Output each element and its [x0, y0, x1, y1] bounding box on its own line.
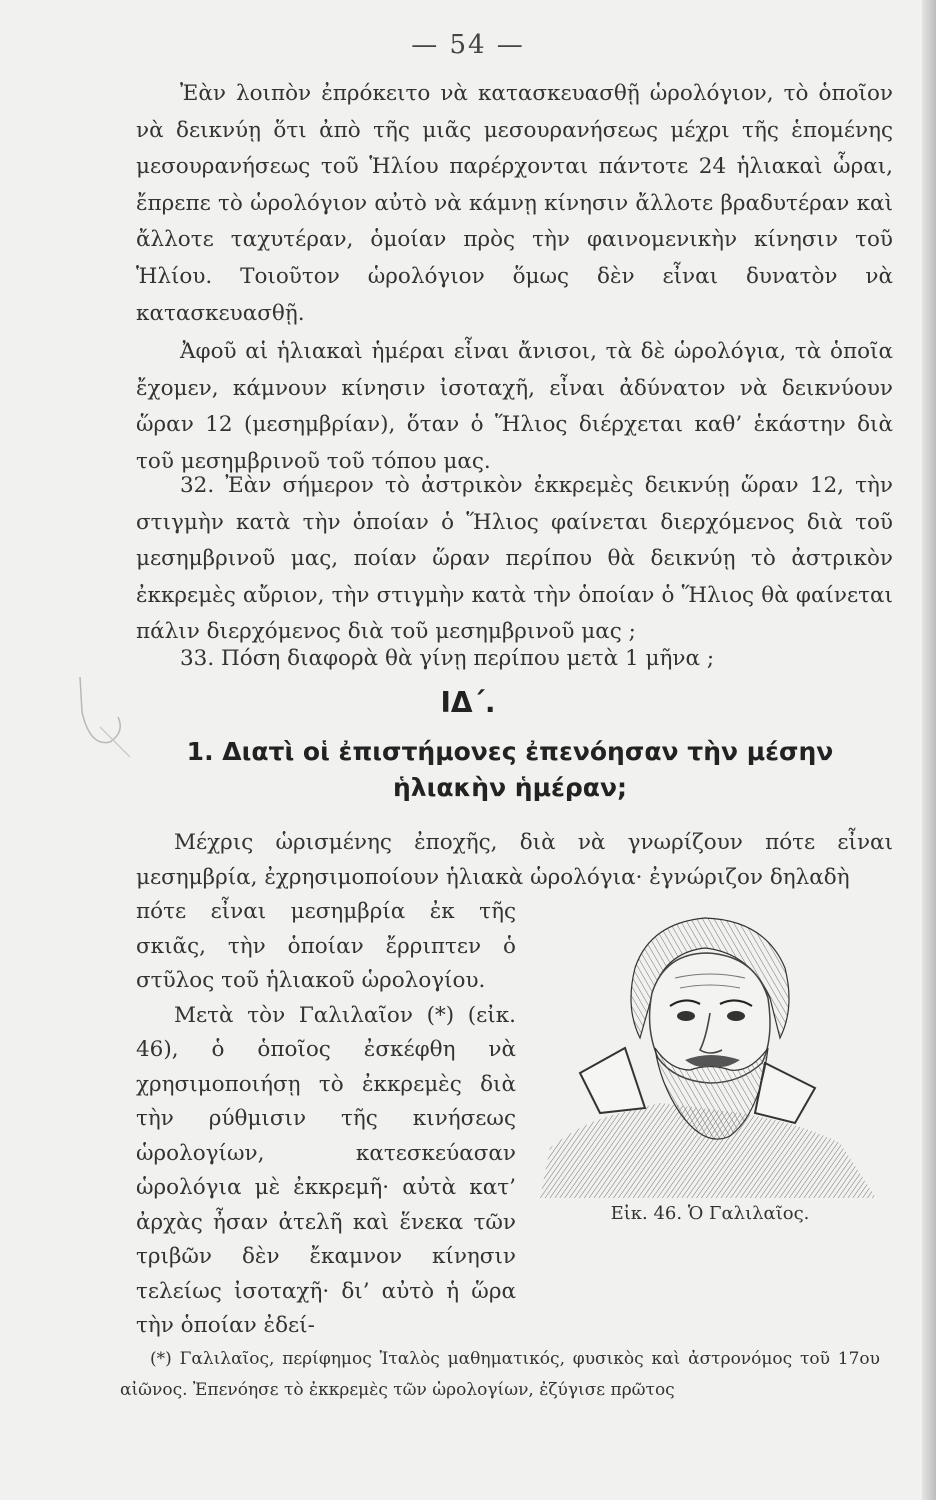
- paragraph-text: Μέχρις ὡρισμένης ἐποχῆς, διὰ νὰ γνωρίζουν πότε εἶναι μεσημβρία, ἐχρησιμοποίουν ἡλιακὰ ὡρολόγια· ἐγνώριζον δηλαδὴ: [136, 830, 893, 890]
- section-heading: ΙΔ΄.: [440, 686, 496, 719]
- paragraph-1: [136, 76, 893, 332]
- paragraph-text: 33. Πόση διαφορὰ θὰ γίνῃ περίπου μετὰ 1 μῆνα ;: [180, 646, 715, 671]
- page-edge-shadow: [922, 0, 936, 1500]
- page-number: — 54 —: [411, 30, 525, 60]
- paragraph-text: πότε εἶναι μεσημβρία ἐκ τῆς σκιᾶς, τὴν ὁποίαν ἔρριπτεν ὁ στῦλος τοῦ ἡλιακοῦ ὡρολογίου.: [136, 899, 516, 993]
- question-title: 1. Διατὶ οἱ ἐπιστήμονες ἐπενόησαν τὴν μέσην ἡλιακὴν ἡμέραν;: [186, 737, 834, 802]
- exercise-32: [136, 468, 893, 651]
- paragraph-text: 32. Ἐὰν σήμερον τὸ ἀστρικὸν ἐκκρεμὲς δεικνύῃ ὥραν 12, τὴν στιγμὴν κατὰ τὴν ὁποίαν ὁ Ἥλιος φαίνεται διερχόμενος διὰ τοῦ μεσημβρινοῦ μας, ποίαν ὥραν περίπου θὰ δεικνύῃ τὸ ἀστρικὸν ἐκκρεμὲς αὔριον, τὴν στιγμὴν κατὰ τὴν ὁποίαν ὁ Ἥλιος θὰ φαίνεται πάλιν διερχόμενος διὰ τοῦ μεσημβρινοῦ μας ;: [136, 473, 893, 645]
- exercise-33: [136, 641, 893, 678]
- footnote-text: (*) Γαλιλαῖος, περίφημος Ἰταλὸς μαθηματικός, φυσικὸς καὶ ἀστρονόμος τοῦ 17ου αἰῶνος. Ἐπενόησε τὸ ἐκκρεμὲς τῶν ὡρολογίων, ἐζύγισε πρῶτος: [120, 1349, 880, 1400]
- paragraph-text: Ἀφοῦ αἱ ἡλιακαὶ ἡμέραι εἶναι ἄνισοι, τὰ δὲ ὡρολόγια, τὰ ὁποῖα ἔχομεν, κάμνουν κίνησιν ἰσοταχῆ, εἶναι ἀδύνατον νὰ δεικνύουν ὥραν 12 (μεσημβρίαν), ὅταν ὁ Ἥλιος διέρχεται καθ’ ἑκάστην διὰ τοῦ μεσημβρινοῦ τοῦ τόπου μας.: [136, 339, 893, 474]
- footnote: [120, 1344, 880, 1406]
- answer-intro: [136, 826, 893, 895]
- galileo-portrait-image: [540, 898, 876, 1198]
- answer-column: [136, 895, 516, 1344]
- paragraph-2: [136, 334, 893, 480]
- paragraph-text: Μετὰ τὸν Γαλιλαῖον (*) (εἰκ. 46), ὁ ὁποῖος ἐσκέφθη νὰ χρησιμοποιήσῃ τὸ ἐκκρεμὲς διὰ τὴν ρύθμισιν τῆς κινήσεως ὡρολογίων, κατεσκεύασαν ὡρολόγια μὲ ἐκκρεμῆ· αὐτὰ κατ’ ἀρχὰς ἦσαν ἀτελῆ καὶ ἕνεκα τῶν τριβῶν δὲν ἔκαμνον κίνησιν τελείως ἰσοταχῆ· δι’ αὐτὸ ἡ ὥρα τὴν ὁποίαν ἐδεί-: [136, 1002, 516, 1338]
- figure-caption: Εἰκ. 46. Ὁ Γαλιλαῖος.: [610, 1203, 810, 1224]
- paragraph-text: Ἐὰν λοιπὸν ἐπρόκειτο νὰ κατασκευασθῇ ὡρολόγιον, τὸ ὁποῖον νὰ δεικνύῃ ὅτι ἀπὸ τῆς μιᾶς μεσουρανήσεως μέχρι τῆς ἑπομένης μεσουρανήσεως τοῦ Ἡλίου παρέρχονται πάντοτε 24 ἡλιακαὶ ὧραι, ἔπρεπε τὸ ὡρολόγιον αὐτὸ νὰ κάμνῃ κίνησιν ἄλλοτε βραδυτέραν καὶ ἄλλοτε ταχυτέραν, ὁμοίαν πρὸς τὴν φαινομενικὴν κίνησιν τοῦ Ἡλίου. Τοιοῦτον ὡρολόγιον ὅμως δὲν εἶναι δυνατὸν νὰ κατασκευασθῇ.: [136, 81, 893, 326]
